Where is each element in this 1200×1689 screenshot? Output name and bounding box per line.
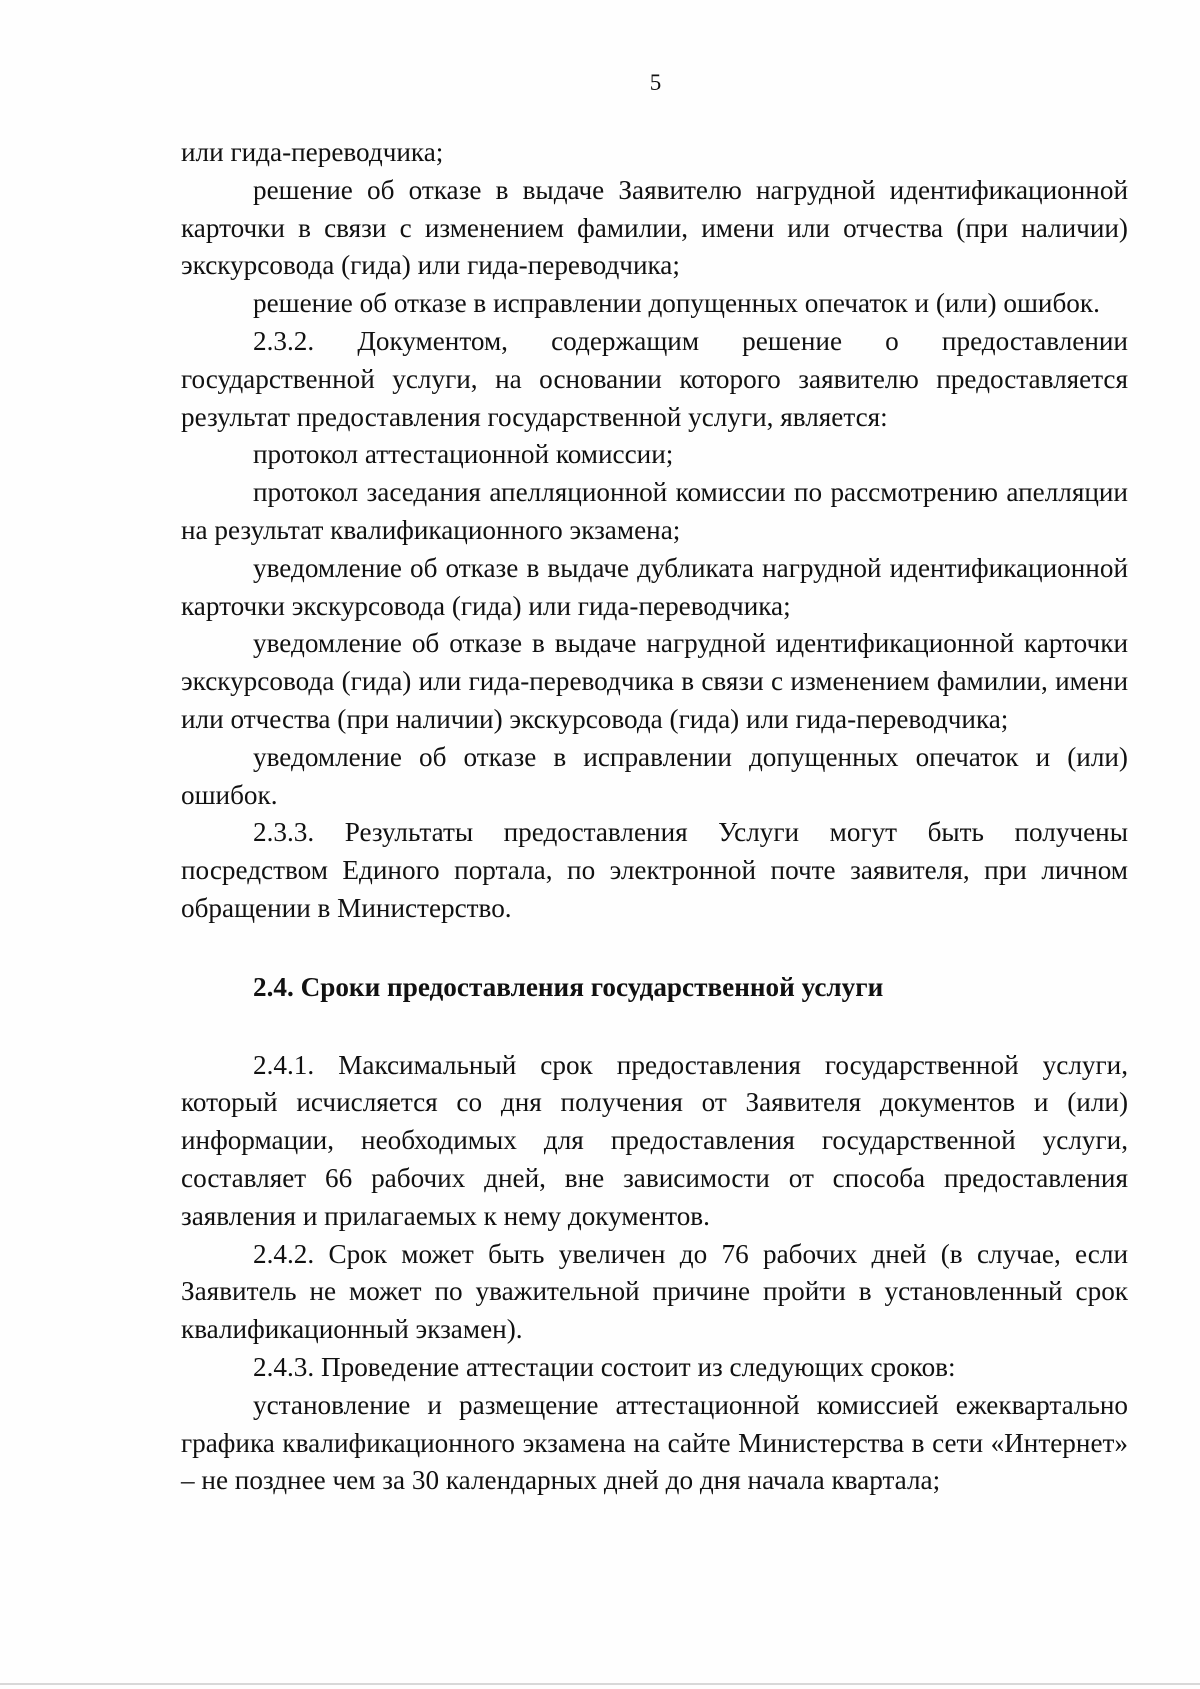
paragraph: установление и размещение аттестационной комиссией ежеквартально графика квалификационного экзамена на сайте Министерства в сети «Интернет» – не позднее чем за 30 календарных дней до дня начала квартала; bbox=[181, 1389, 1128, 1496]
section-heading: 2.4. Сроки предоставления государственной услуги bbox=[253, 971, 884, 1002]
paragraph: решение об отказе в выдаче Заявителю нагрудной идентификационной карточки в связи с изменением фамилии, имени или отчества (при наличии) экскурсовода (гида) или гида-переводчика; bbox=[181, 174, 1128, 281]
scan-edge-line bbox=[0, 1683, 1200, 1685]
paragraph: уведомление об отказе в выдаче нагрудной идентификационной карточки экскурсовода (гида) или гида-переводчика в связи с изменением фамилии, имени или отчества (при наличии) экскурсовода (гида) или гида-переводчика; bbox=[181, 628, 1128, 734]
page-number: 5 bbox=[649, 70, 662, 95]
paragraph: уведомление об отказе в исправлении допущенных опечаток и (или) ошибок. bbox=[181, 741, 1128, 810]
paragraph: 2.4.1. Максимальный срок предоставления государственной услуги, который исчисляется со дня получения от Заявителя документов и (или) информации, необходимых для предоставления государственной услуги, составляет 66 рабочих дней, вне зависимости от способа предоставления заявления и прилагаемых к нему документов. bbox=[181, 1049, 1128, 1231]
paragraph: или гида-переводчика; bbox=[181, 137, 444, 167]
paragraph: уведомление об отказе в выдаче дубликата нагрудной идентификационной карточки экскурсовода (гида) или гида-переводчика; bbox=[181, 552, 1128, 621]
document-body bbox=[181, 134, 1128, 1500]
paragraph: протокол заседания апелляционной комиссии по рассмотрению апелляции на результат квалификационного экзамена; bbox=[181, 477, 1128, 545]
paragraph: 2.3.2. Документом, содержащим решение о предоставлении государственной услуги, на основании которого заявителю предоставляется результат предоставления государственной услуги, является: bbox=[181, 325, 1128, 432]
paragraph: 2.3.3. Результаты предоставления Услуги могут быть получены посредством Единого портала, по электронной почте заявителя, при личном обращении в Министерство. bbox=[181, 817, 1128, 923]
paragraph: протокол аттестационной комиссии; bbox=[253, 439, 674, 470]
paragraph: решение об отказе в исправлении допущенных опечаток и (или) ошибок. bbox=[253, 288, 1100, 319]
paragraph: 2.4.2. Срок может быть увеличен до 76 рабочих дней (в случае, если Заявитель не может по уважительной причине пройти в установленный срок квалификационный экзамен). bbox=[181, 1238, 1128, 1345]
paragraph: 2.4.3. Проведение аттестации состоит из следующих сроков: bbox=[253, 1351, 956, 1382]
